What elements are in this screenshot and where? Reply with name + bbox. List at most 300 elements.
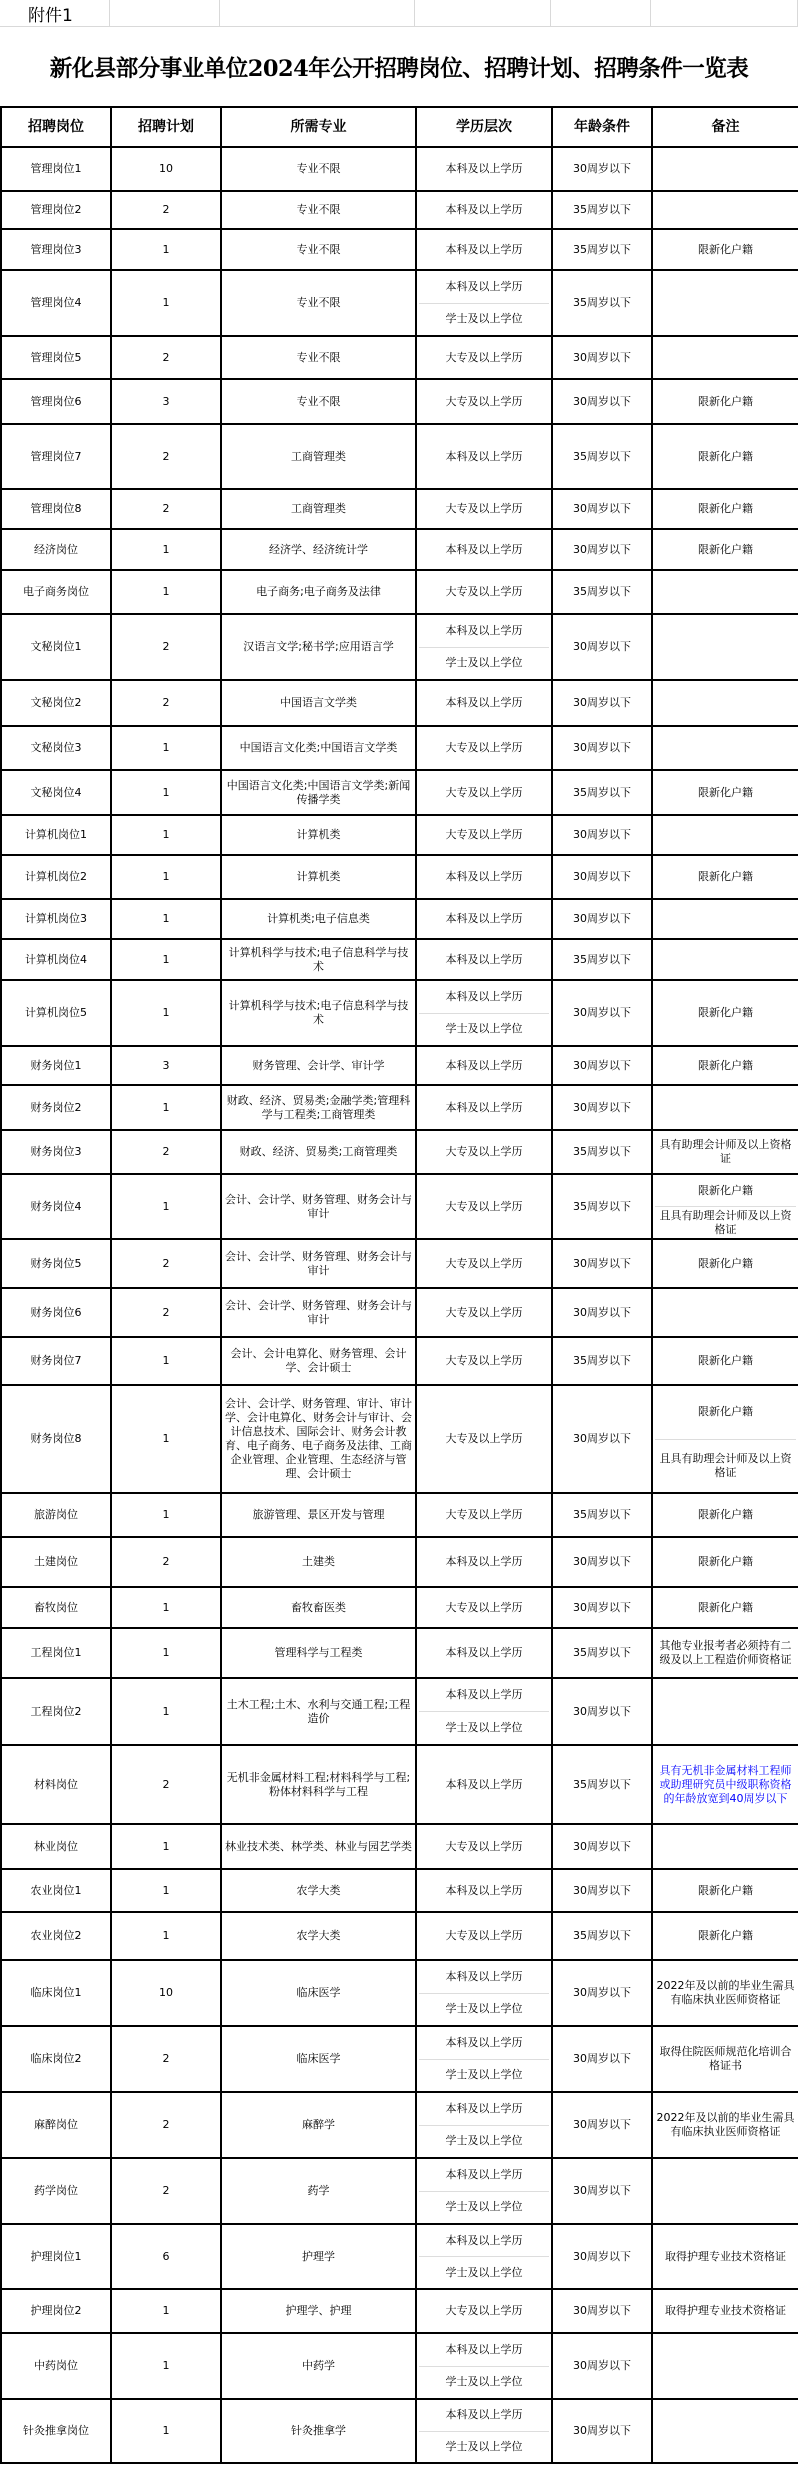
page-title: 新化县部分事业单位2024年公开招聘岗位、招聘计划、招聘条件一览表 [49, 55, 749, 82]
cell-plan: 1 [111, 1628, 221, 1678]
cell-post: 文秘岗位2 [1, 680, 111, 726]
cell-major: 计算机科学与技术;电子信息科学与技术 [221, 980, 416, 1046]
cell-major: 专业不限 [221, 147, 416, 191]
cell-post: 农业岗位2 [1, 1912, 111, 1960]
cell-education: 大专及以上学历 [416, 815, 552, 855]
cell-plan: 1 [111, 899, 221, 939]
cell-post: 护理岗位1 [1, 2224, 111, 2289]
table-row [1, 1385, 798, 1493]
cell-education [416, 1678, 552, 1745]
cell-plan: 1 [111, 570, 221, 614]
cell-education [416, 2026, 552, 2092]
cell-major: 针灸推拿学 [221, 2399, 416, 2463]
cell-major: 会计、会计学、财务管理、审计、审计学、会计电算化、财务会计与审计、会计信息技术、国际会计、财务会计教育、电子商务、电子商务及法律、工商企业管理、企业管理、生态经济与管理、会计硕士 [221, 1385, 416, 1493]
attachment-label: 附件1 [0, 0, 110, 27]
cell-plan: 2 [111, 2092, 221, 2158]
cell-age: 35周岁以下 [552, 229, 652, 270]
cell-post: 管理岗位6 [1, 379, 111, 424]
cell-education-part: 学士及以上学位 [419, 647, 549, 680]
cell-major: 计算机类 [221, 815, 416, 855]
cell-plan: 1 [111, 815, 221, 855]
cell-remarks [652, 1678, 798, 1745]
cell-post: 临床岗位2 [1, 2026, 111, 2092]
cell-remarks: 取得住院医师规范化培训合格证书 [652, 2026, 798, 2092]
cell-major: 临床医学 [221, 1960, 416, 2026]
cell-education-part: 本科及以上学历 [445, 279, 523, 293]
cell-education-part: 学士及以上学位 [419, 2431, 549, 2463]
cell-plan: 1 [111, 726, 221, 770]
cell-plan: 2 [111, 191, 221, 229]
cell-post: 电子商务岗位 [1, 570, 111, 614]
cell-age: 35周岁以下 [552, 424, 652, 489]
empty-cell [651, 0, 798, 27]
table-row [1, 2333, 798, 2399]
cell-age: 30周岁以下 [552, 2333, 652, 2399]
cell-age: 30周岁以下 [552, 489, 652, 529]
cell-plan: 1 [111, 980, 221, 1046]
cell-education: 大专及以上学历 [416, 770, 552, 815]
cell-major: 护理学、护理 [221, 2289, 416, 2333]
cell-post: 管理岗位5 [1, 336, 111, 379]
cell-plan: 1 [111, 2289, 221, 2333]
cell-remarks [652, 2158, 798, 2224]
cell-plan: 1 [111, 2399, 221, 2463]
cell-education [416, 1960, 552, 2026]
cell-education [416, 270, 552, 336]
cell-major: 工商管理类 [221, 489, 416, 529]
cell-education-part: 本科及以上学历 [445, 2408, 523, 2422]
table-row [1, 270, 798, 336]
cell-education: 大专及以上学历 [416, 1174, 552, 1239]
cell-plan: 10 [111, 1960, 221, 2026]
cell-post: 文秘岗位3 [1, 726, 111, 770]
cell-major: 农学大类 [221, 1912, 416, 1960]
cell-education: 本科及以上学历 [416, 1085, 552, 1130]
column-header-age: 年龄条件 [552, 107, 652, 147]
cell-major: 农学大类 [221, 1869, 416, 1912]
cell-remarks [652, 2333, 798, 2399]
cell-age: 30周岁以下 [552, 1385, 652, 1493]
cell-remarks-part: 且具有助理会计师及以上资格证 [655, 1206, 796, 1238]
cell-age: 30周岁以下 [552, 980, 652, 1046]
table-row [1, 680, 798, 726]
cell-education-part: 本科及以上学历 [445, 2101, 523, 2115]
cell-major: 计算机科学与技术;电子信息科学与技术 [221, 939, 416, 980]
cell-major: 财政、经济、贸易类;工商管理类 [221, 1130, 416, 1174]
column-header-plan: 招聘计划 [111, 107, 221, 147]
table-body [1, 147, 798, 2463]
cell-education: 大专及以上学历 [416, 726, 552, 770]
table-row [1, 855, 798, 899]
cell-major: 会计、会计学、财务管理、财务会计与审计 [221, 1239, 416, 1288]
cell-post: 财务岗位6 [1, 1288, 111, 1337]
cell-education: 本科及以上学历 [416, 1046, 552, 1085]
cell-remarks-part: 限新化户籍 [698, 1183, 753, 1197]
table-row [1, 1869, 798, 1912]
cell-education-part: 本科及以上学历 [445, 1688, 523, 1701]
cell-age: 30周岁以下 [552, 2158, 652, 2224]
table-row [1, 147, 798, 191]
cell-remarks-part: 且具有助理会计师及以上资格证 [655, 1439, 796, 1493]
cell-remarks: 限新化户籍 [652, 1239, 798, 1288]
cell-post: 财务岗位1 [1, 1046, 111, 1085]
cell-major: 会计、会计学、财务管理、财务会计与审计 [221, 1174, 416, 1239]
cell-remarks: 限新化户籍 [652, 855, 798, 899]
column-header-major: 所需专业 [221, 107, 416, 147]
cell-post: 畜牧岗位 [1, 1587, 111, 1628]
cell-education: 本科及以上学历 [416, 1537, 552, 1587]
cell-remarks: 限新化户籍 [652, 1493, 798, 1537]
table-row [1, 2026, 798, 2092]
cell-remarks-part: 限新化户籍 [698, 1405, 753, 1419]
cell-remarks: 限新化户籍 [652, 489, 798, 529]
cell-post: 工程岗位1 [1, 1628, 111, 1678]
cell-major: 电子商务;电子商务及法律 [221, 570, 416, 614]
cell-plan: 1 [111, 1337, 221, 1385]
cell-post: 计算机岗位1 [1, 815, 111, 855]
cell-age: 30周岁以下 [552, 1869, 652, 1912]
cell-plan: 1 [111, 1385, 221, 1493]
cell-post: 管理岗位2 [1, 191, 111, 229]
cell-remarks [652, 726, 798, 770]
cell-age: 30周岁以下 [552, 147, 652, 191]
cell-post: 财务岗位8 [1, 1385, 111, 1493]
cell-age: 35周岁以下 [552, 270, 652, 336]
cell-plan: 1 [111, 1174, 221, 1239]
cell-education-part: 学士及以上学位 [419, 2059, 549, 2092]
table-row [1, 2224, 798, 2289]
cell-education [416, 2224, 552, 2289]
cell-education: 大专及以上学历 [416, 1337, 552, 1385]
cell-remarks: 限新化户籍 [652, 529, 798, 570]
cell-plan: 2 [111, 2158, 221, 2224]
cell-major: 专业不限 [221, 229, 416, 270]
cell-education-part: 本科及以上学历 [445, 989, 523, 1003]
cell-post: 计算机岗位3 [1, 899, 111, 939]
cell-education-part: 本科及以上学历 [445, 623, 523, 637]
cell-remarks: 具有无机非金属材料工程师或助理研究员中级职称资格的年龄放宽到40周岁以下 [652, 1745, 798, 1824]
cell-major: 无机非金属材料工程;材料科学与工程;粉体材料科学与工程 [221, 1745, 416, 1824]
cell-age: 30周岁以下 [552, 529, 652, 570]
cell-plan: 2 [111, 1288, 221, 1337]
cell-plan: 2 [111, 489, 221, 529]
cell-education: 本科及以上学历 [416, 191, 552, 229]
cell-age: 30周岁以下 [552, 336, 652, 379]
cell-education: 本科及以上学历 [416, 939, 552, 980]
cell-major: 中药学 [221, 2333, 416, 2399]
recruitment-table [0, 106, 798, 2464]
cell-post: 材料岗位 [1, 1745, 111, 1824]
cell-education [416, 2092, 552, 2158]
cell-age: 30周岁以下 [552, 1960, 652, 2026]
cell-post: 旅游岗位 [1, 1493, 111, 1537]
table-row [1, 229, 798, 270]
cell-plan: 1 [111, 229, 221, 270]
cell-remarks: 限新化户籍 [652, 770, 798, 815]
cell-education: 本科及以上学历 [416, 529, 552, 570]
cell-age: 30周岁以下 [552, 1678, 652, 1745]
cell-education: 大专及以上学历 [416, 1239, 552, 1288]
cell-post: 计算机岗位2 [1, 855, 111, 899]
table-row [1, 1288, 798, 1337]
table-row [1, 1912, 798, 1960]
cell-education-part: 本科及以上学历 [445, 2342, 523, 2356]
cell-education-part: 学士及以上学位 [419, 2125, 549, 2158]
cell-age: 30周岁以下 [552, 2224, 652, 2289]
cell-plan: 1 [111, 1085, 221, 1130]
cell-major: 财务管理、会计学、审计学 [221, 1046, 416, 1085]
cell-age: 30周岁以下 [552, 726, 652, 770]
cell-post: 中药岗位 [1, 2333, 111, 2399]
cell-post: 管理岗位3 [1, 229, 111, 270]
table-row [1, 939, 798, 980]
cell-major: 中国语言文化类;中国语言文学类 [221, 726, 416, 770]
cell-education: 本科及以上学历 [416, 1628, 552, 1678]
cell-major: 经济学、经济统计学 [221, 529, 416, 570]
empty-cell [110, 0, 220, 27]
cell-education: 本科及以上学历 [416, 1869, 552, 1912]
cell-post: 护理岗位2 [1, 2289, 111, 2333]
cell-major: 汉语言文学;秘书学;应用语言学 [221, 614, 416, 680]
cell-education: 大专及以上学历 [416, 1288, 552, 1337]
cell-education: 大专及以上学历 [416, 1130, 552, 1174]
cell-education-part: 学士及以上学位 [419, 2256, 549, 2288]
cell-education-part: 学士及以上学位 [419, 1013, 549, 1046]
cell-plan: 1 [111, 1912, 221, 1960]
cell-education: 本科及以上学历 [416, 424, 552, 489]
cell-remarks [652, 147, 798, 191]
cell-remarks [652, 680, 798, 726]
table-row [1, 726, 798, 770]
cell-education [416, 2158, 552, 2224]
table-row [1, 980, 798, 1046]
cell-post: 财务岗位2 [1, 1085, 111, 1130]
cell-remarks: 其他专业报考者必须持有二级及以上工程造价师资格证 [652, 1628, 798, 1678]
cell-age: 35周岁以下 [552, 1337, 652, 1385]
cell-education: 大专及以上学历 [416, 1385, 552, 1493]
table-row [1, 489, 798, 529]
cell-age: 30周岁以下 [552, 680, 652, 726]
cell-education-part: 学士及以上学位 [419, 1993, 549, 2026]
cell-education-part: 学士及以上学位 [419, 303, 549, 336]
cell-remarks: 取得护理专业技术资格证 [652, 2224, 798, 2289]
cell-remarks [652, 2399, 798, 2463]
cell-age: 35周岁以下 [552, 770, 652, 815]
cell-plan: 6 [111, 2224, 221, 2289]
cell-education [416, 980, 552, 1046]
cell-education: 本科及以上学历 [416, 855, 552, 899]
cell-major: 土木工程;土木、水利与交通工程;工程造价 [221, 1678, 416, 1745]
cell-post: 麻醉岗位 [1, 2092, 111, 2158]
cell-plan: 10 [111, 147, 221, 191]
cell-major: 林业技术类、林学类、林业与园艺学类 [221, 1824, 416, 1869]
cell-remarks: 限新化户籍 [652, 1912, 798, 1960]
cell-remarks [652, 939, 798, 980]
cell-age: 35周岁以下 [552, 939, 652, 980]
cell-major: 财政、经济、贸易类;金融学类;管理科学与工程类;工商管理类 [221, 1085, 416, 1130]
cell-education [416, 2399, 552, 2463]
cell-plan: 2 [111, 1239, 221, 1288]
cell-post: 财务岗位4 [1, 1174, 111, 1239]
cell-remarks [652, 1288, 798, 1337]
cell-post: 管理岗位4 [1, 270, 111, 336]
table-row [1, 1085, 798, 1130]
cell-post: 临床岗位1 [1, 1960, 111, 2026]
cell-education [416, 614, 552, 680]
cell-major: 会计、会计学、财务管理、财务会计与审计 [221, 1288, 416, 1337]
cell-plan: 1 [111, 1869, 221, 1912]
cell-plan: 1 [111, 529, 221, 570]
cell-education-part: 学士及以上学位 [419, 2191, 549, 2224]
cell-major: 中国语言文化类;中国语言文学类;新闻传播学类 [221, 770, 416, 815]
cell-plan: 1 [111, 855, 221, 899]
table-row [1, 2399, 798, 2463]
table-row [1, 2289, 798, 2333]
cell-post: 财务岗位3 [1, 1130, 111, 1174]
cell-remarks [652, 1824, 798, 1869]
cell-remarks: 限新化户籍 [652, 1337, 798, 1385]
cell-age: 30周岁以下 [552, 815, 652, 855]
cell-education: 大专及以上学历 [416, 1824, 552, 1869]
cell-remarks: 具有助理会计师及以上资格证 [652, 1130, 798, 1174]
cell-age: 30周岁以下 [552, 1046, 652, 1085]
cell-remarks: 限新化户籍 [652, 379, 798, 424]
cell-post: 经济岗位 [1, 529, 111, 570]
cell-education-part: 学士及以上学位 [419, 2366, 549, 2399]
cell-age: 30周岁以下 [552, 2289, 652, 2333]
cell-post: 林业岗位 [1, 1824, 111, 1869]
cell-major: 计算机类 [221, 855, 416, 899]
cell-education: 本科及以上学历 [416, 147, 552, 191]
spreadsheet-top-row [0, 0, 798, 27]
cell-plan: 2 [111, 424, 221, 489]
cell-education-part: 本科及以上学历 [445, 2233, 523, 2247]
cell-plan: 1 [111, 770, 221, 815]
cell-remarks: 限新化户籍 [652, 1537, 798, 1587]
cell-remarks [652, 899, 798, 939]
cell-post: 农业岗位1 [1, 1869, 111, 1912]
cell-age: 35周岁以下 [552, 1745, 652, 1824]
table-row [1, 529, 798, 570]
cell-remarks: 取得护理专业技术资格证 [652, 2289, 798, 2333]
cell-remarks [652, 1085, 798, 1130]
cell-major: 中国语言文学类 [221, 680, 416, 726]
cell-education: 大专及以上学历 [416, 1912, 552, 1960]
cell-plan: 2 [111, 614, 221, 680]
table-row [1, 614, 798, 680]
cell-plan: 2 [111, 1745, 221, 1824]
cell-age: 30周岁以下 [552, 1537, 652, 1587]
cell-age: 30周岁以下 [552, 2399, 652, 2463]
table-row [1, 336, 798, 379]
cell-education: 本科及以上学历 [416, 899, 552, 939]
table-row [1, 1960, 798, 2026]
table-row [1, 1046, 798, 1085]
cell-remarks [652, 570, 798, 614]
cell-major: 会计、会计电算化、财务管理、会计学、会计硕士 [221, 1337, 416, 1385]
cell-remarks: 2022年及以前的毕业生需具有临床执业医师资格证 [652, 1960, 798, 2026]
cell-education: 本科及以上学历 [416, 1745, 552, 1824]
cell-remarks: 限新化户籍 [652, 1046, 798, 1085]
cell-plan: 1 [111, 2333, 221, 2399]
cell-post: 管理岗位1 [1, 147, 111, 191]
cell-post: 计算机岗位4 [1, 939, 111, 980]
cell-post: 工程岗位2 [1, 1678, 111, 1745]
cell-remarks: 限新化户籍 [652, 1869, 798, 1912]
table-row [1, 1745, 798, 1824]
cell-major: 麻醉学 [221, 2092, 416, 2158]
cell-education: 大专及以上学历 [416, 489, 552, 529]
cell-plan: 1 [111, 1587, 221, 1628]
cell-major: 土建类 [221, 1537, 416, 1587]
cell-education: 本科及以上学历 [416, 680, 552, 726]
table-row [1, 815, 798, 855]
cell-age: 35周岁以下 [552, 1174, 652, 1239]
cell-major: 药学 [221, 2158, 416, 2224]
table-row [1, 770, 798, 815]
cell-major: 专业不限 [221, 270, 416, 336]
cell-major: 专业不限 [221, 336, 416, 379]
cell-remarks: 2022年及以前的毕业生需具有临床执业医师资格证 [652, 2092, 798, 2158]
table-row [1, 570, 798, 614]
cell-plan: 2 [111, 680, 221, 726]
cell-age: 35周岁以下 [552, 1493, 652, 1537]
cell-education [416, 2333, 552, 2399]
table-row [1, 1587, 798, 1628]
cell-education: 大专及以上学历 [416, 1587, 552, 1628]
cell-age: 30周岁以下 [552, 614, 652, 680]
empty-cell [415, 0, 551, 27]
empty-cell [551, 0, 651, 27]
cell-major: 专业不限 [221, 379, 416, 424]
cell-post: 针灸推拿岗位 [1, 2399, 111, 2463]
cell-post: 管理岗位8 [1, 489, 111, 529]
cell-plan: 1 [111, 1493, 221, 1537]
cell-remarks: 限新化户籍 [652, 424, 798, 489]
cell-age: 35周岁以下 [552, 1628, 652, 1678]
cell-post: 管理岗位7 [1, 424, 111, 489]
table-row [1, 899, 798, 939]
cell-plan: 1 [111, 1824, 221, 1869]
cell-remarks: 限新化户籍 [652, 980, 798, 1046]
table-row [1, 1130, 798, 1174]
table-row [1, 424, 798, 489]
table-row [1, 1824, 798, 1869]
column-header-education: 学历层次 [416, 107, 552, 147]
cell-age: 30周岁以下 [552, 2092, 652, 2158]
cell-remarks: 限新化户籍 [652, 1587, 798, 1628]
cell-remarks [652, 1174, 798, 1239]
table-row [1, 1628, 798, 1678]
table-header-row [1, 107, 798, 147]
cell-age: 35周岁以下 [552, 1130, 652, 1174]
cell-education: 本科及以上学历 [416, 229, 552, 270]
cell-remarks [652, 1385, 798, 1493]
table-row [1, 2158, 798, 2224]
cell-remarks [652, 614, 798, 680]
cell-education: 大专及以上学历 [416, 336, 552, 379]
column-header-post: 招聘岗位 [1, 107, 111, 147]
cell-remarks [652, 270, 798, 336]
table-row [1, 2092, 798, 2158]
cell-education: 大专及以上学历 [416, 2289, 552, 2333]
cell-age: 30周岁以下 [552, 379, 652, 424]
cell-plan: 3 [111, 379, 221, 424]
cell-education: 大专及以上学历 [416, 1493, 552, 1537]
table-row [1, 191, 798, 229]
column-header-remarks: 备注 [652, 107, 798, 147]
cell-post: 计算机岗位5 [1, 980, 111, 1046]
